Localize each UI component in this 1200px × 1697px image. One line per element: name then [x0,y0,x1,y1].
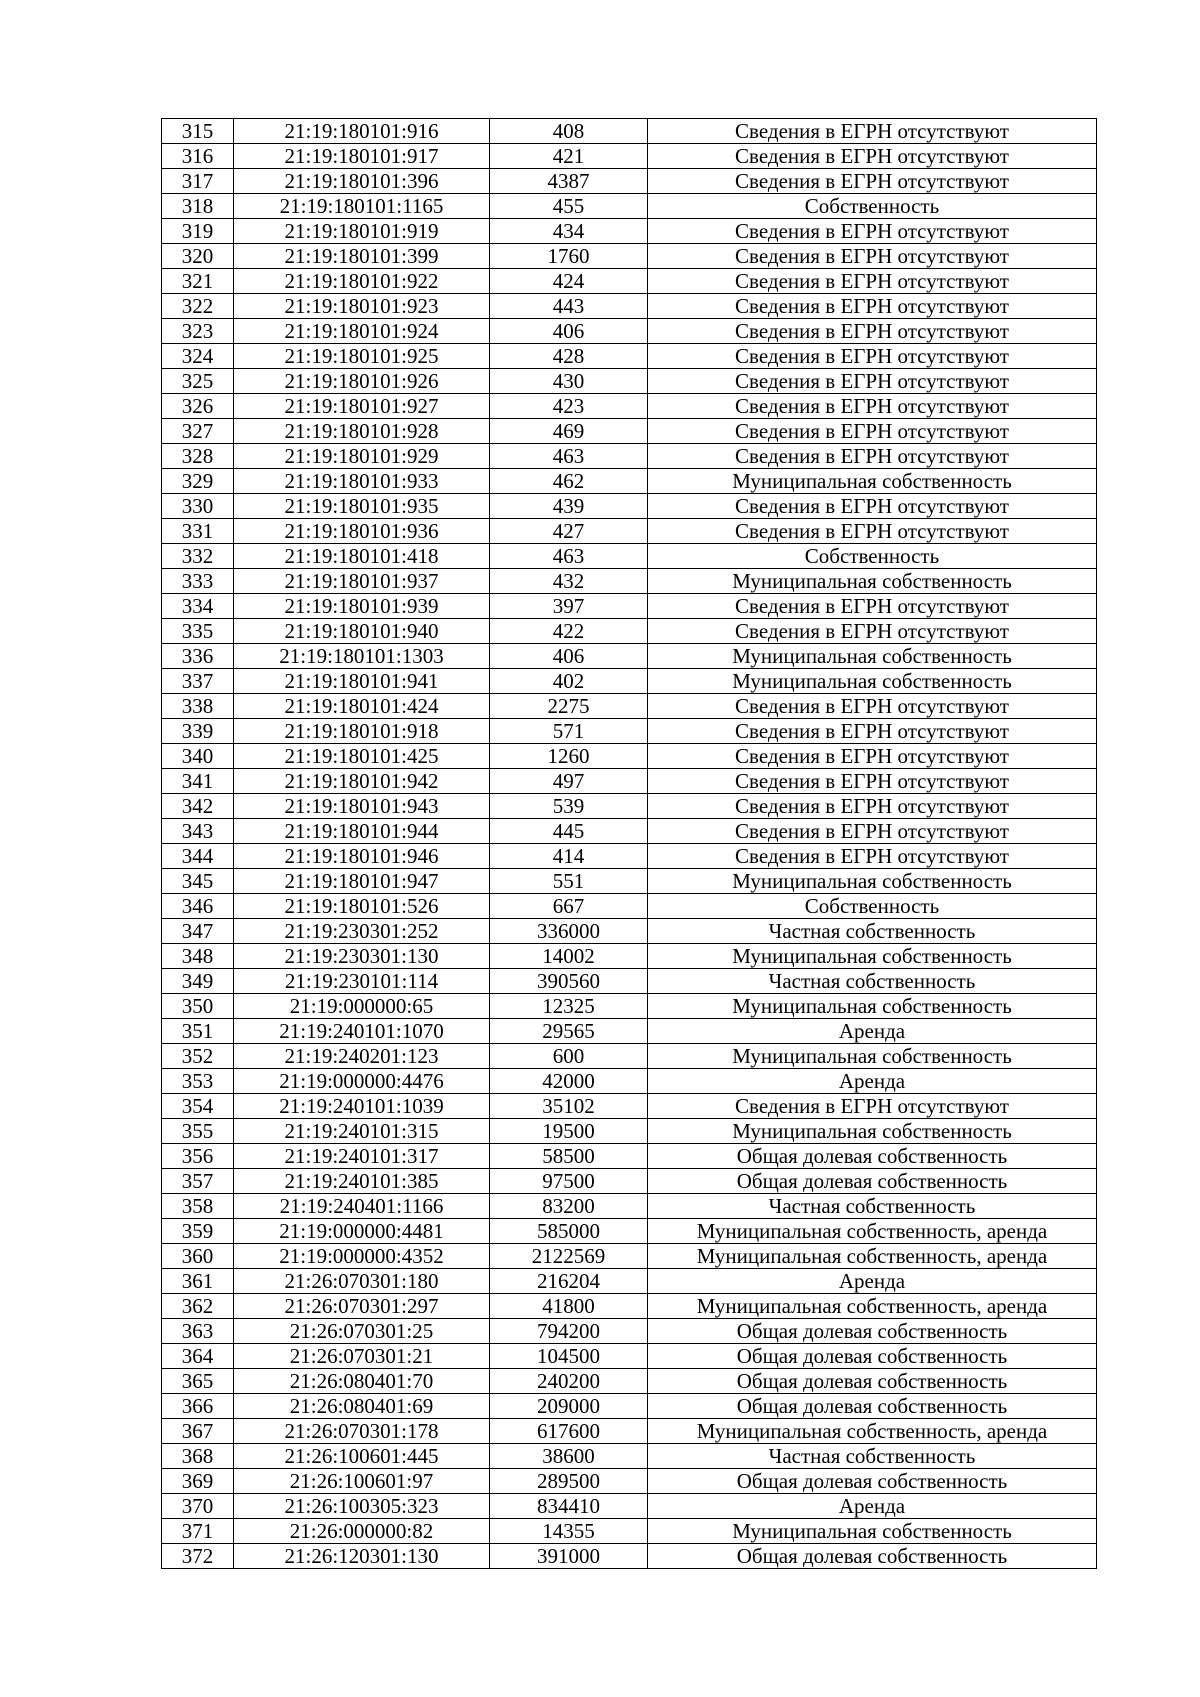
area-cell: 19500 [490,1119,648,1144]
table-row [162,1544,1097,1569]
row-number-cell: 354 [162,1094,234,1119]
table-row [162,844,1097,869]
right-type-cell: Частная собственность [648,1194,1097,1219]
cadastral-number-cell: 21:26:080401:70 [234,1369,490,1394]
table-row [162,369,1097,394]
table-row [162,1169,1097,1194]
area-cell: 430 [490,369,648,394]
right-type-cell: Муниципальная собственность [648,869,1097,894]
cadastral-number-cell: 21:19:240101:1070 [234,1019,490,1044]
area-cell: 617600 [490,1419,648,1444]
table-row [162,1119,1097,1144]
area-cell: 240200 [490,1369,648,1394]
row-number-cell: 316 [162,144,234,169]
row-number-cell: 329 [162,469,234,494]
area-cell: 38600 [490,1444,648,1469]
area-cell: 209000 [490,1394,648,1419]
table-row [162,594,1097,619]
table-row [162,919,1097,944]
table-row [162,169,1097,194]
area-cell: 497 [490,769,648,794]
area-cell: 428 [490,344,648,369]
area-cell: 41800 [490,1294,648,1319]
area-cell: 414 [490,844,648,869]
row-number-cell: 355 [162,1119,234,1144]
table-row [162,794,1097,819]
right-type-cell: Частная собственность [648,919,1097,944]
cadastral-number-cell: 21:19:000000:65 [234,994,490,1019]
table-row [162,1019,1097,1044]
table-row [162,819,1097,844]
cadastral-number-cell: 21:19:230301:130 [234,944,490,969]
row-number-cell: 325 [162,369,234,394]
right-type-cell: Сведения в ЕГРН отсутствуют [648,819,1097,844]
table-row [162,544,1097,569]
table-row [162,1144,1097,1169]
right-type-cell: Сведения в ЕГРН отсутствуют [648,744,1097,769]
row-number-cell: 343 [162,819,234,844]
right-type-cell: Общая долевая собственность [648,1319,1097,1344]
row-number-cell: 372 [162,1544,234,1569]
row-number-cell: 322 [162,294,234,319]
table-row [162,194,1097,219]
right-type-cell: Сведения в ЕГРН отсутствуют [648,394,1097,419]
cadastral-number-cell: 21:19:180101:935 [234,494,490,519]
right-type-cell: Сведения в ЕГРН отсутствуют [648,1094,1097,1119]
row-number-cell: 353 [162,1069,234,1094]
right-type-cell: Сведения в ЕГРН отсутствуют [648,794,1097,819]
table-row [162,469,1097,494]
right-type-cell: Муниципальная собственность [648,994,1097,1019]
row-number-cell: 319 [162,219,234,244]
area-cell: 585000 [490,1219,648,1244]
table-row [162,619,1097,644]
cadastral-number-cell: 21:19:240101:317 [234,1144,490,1169]
area-cell: 406 [490,319,648,344]
row-number-cell: 318 [162,194,234,219]
right-type-cell: Сведения в ЕГРН отсутствуют [648,244,1097,269]
cadastral-number-cell: 21:26:070301:180 [234,1269,490,1294]
table-row [162,1394,1097,1419]
table-row [162,1294,1097,1319]
table-row [162,294,1097,319]
right-type-cell: Сведения в ЕГРН отсутствуют [648,369,1097,394]
cadastral-number-cell: 21:19:180101:923 [234,294,490,319]
cadastral-number-cell: 21:26:100601:97 [234,1469,490,1494]
row-number-cell: 350 [162,994,234,1019]
area-cell: 455 [490,194,648,219]
area-cell: 571 [490,719,648,744]
cadastral-number-cell: 21:19:180101:425 [234,744,490,769]
cadastral-number-cell: 21:26:070301:297 [234,1294,490,1319]
right-type-cell: Муниципальная собственность [648,644,1097,669]
area-cell: 216204 [490,1269,648,1294]
cadastral-number-cell: 21:19:180101:946 [234,844,490,869]
table-row [162,869,1097,894]
row-number-cell: 349 [162,969,234,994]
cadastral-number-cell: 21:19:180101:916 [234,119,490,144]
right-type-cell: Сведения в ЕГРН отсутствуют [648,494,1097,519]
area-cell: 427 [490,519,648,544]
right-type-cell: Сведения в ЕГРН отсутствуют [648,294,1097,319]
area-cell: 424 [490,269,648,294]
cadastral-number-cell: 21:26:000000:82 [234,1519,490,1544]
row-number-cell: 348 [162,944,234,969]
cadastral-number-cell: 21:19:180101:928 [234,419,490,444]
area-cell: 423 [490,394,648,419]
right-type-cell: Муниципальная собственность [648,1119,1097,1144]
row-number-cell: 335 [162,619,234,644]
cadastral-number-cell: 21:19:000000:4476 [234,1069,490,1094]
right-type-cell: Муниципальная собственность [648,469,1097,494]
right-type-cell: Муниципальная собственность [648,1519,1097,1544]
cadastral-number-cell: 21:26:070301:25 [234,1319,490,1344]
table-row [162,344,1097,369]
right-type-cell: Частная собственность [648,1444,1097,1469]
table-row [162,1369,1097,1394]
cadastral-number-cell: 21:26:070301:21 [234,1344,490,1369]
row-number-cell: 371 [162,1519,234,1544]
row-number-cell: 361 [162,1269,234,1294]
table-row [162,1219,1097,1244]
right-type-cell: Собственность [648,544,1097,569]
area-cell: 463 [490,444,648,469]
row-number-cell: 362 [162,1294,234,1319]
right-type-cell: Сведения в ЕГРН отсутствуют [648,594,1097,619]
area-cell: 432 [490,569,648,594]
row-number-cell: 345 [162,869,234,894]
row-number-cell: 341 [162,769,234,794]
row-number-cell: 368 [162,1444,234,1469]
table-row [162,744,1097,769]
cadastral-number-cell: 21:19:000000:4481 [234,1219,490,1244]
area-cell: 104500 [490,1344,648,1369]
table-row [162,144,1097,169]
row-number-cell: 344 [162,844,234,869]
area-cell: 469 [490,419,648,444]
area-cell: 35102 [490,1094,648,1119]
area-cell: 462 [490,469,648,494]
cadastral-number-cell: 21:19:180101:926 [234,369,490,394]
cadastral-number-cell: 21:26:100601:445 [234,1444,490,1469]
row-number-cell: 320 [162,244,234,269]
row-number-cell: 333 [162,569,234,594]
area-cell: 667 [490,894,648,919]
right-type-cell: Аренда [648,1494,1097,1519]
cadastral-number-cell: 21:19:230301:252 [234,919,490,944]
cadastral-number-cell: 21:26:100305:323 [234,1494,490,1519]
right-type-cell: Собственность [648,894,1097,919]
area-cell: 445 [490,819,648,844]
right-type-cell: Общая долевая собственность [648,1169,1097,1194]
row-number-cell: 327 [162,419,234,444]
cadastral-number-cell: 21:26:070301:178 [234,1419,490,1444]
cadastral-number-cell: 21:19:240401:1166 [234,1194,490,1219]
area-cell: 1260 [490,744,648,769]
row-number-cell: 338 [162,694,234,719]
cadastral-number-cell: 21:19:180101:944 [234,819,490,844]
area-cell: 397 [490,594,648,619]
row-number-cell: 346 [162,894,234,919]
row-number-cell: 363 [162,1319,234,1344]
area-cell: 1760 [490,244,648,269]
area-cell: 834410 [490,1494,648,1519]
row-number-cell: 365 [162,1369,234,1394]
cadastral-number-cell: 21:19:180101:925 [234,344,490,369]
cadastral-number-cell: 21:19:180101:919 [234,219,490,244]
table-row [162,219,1097,244]
cadastral-number-cell: 21:19:180101:924 [234,319,490,344]
area-cell: 443 [490,294,648,319]
land-plot-table [161,118,1097,1569]
right-type-cell: Общая долевая собственность [648,1544,1097,1569]
row-number-cell: 326 [162,394,234,419]
right-type-cell: Сведения в ЕГРН отсутствуют [648,619,1097,644]
table-row [162,119,1097,144]
row-number-cell: 330 [162,494,234,519]
area-cell: 336000 [490,919,648,944]
row-number-cell: 328 [162,444,234,469]
cadastral-number-cell: 21:19:180101:399 [234,244,490,269]
area-cell: 794200 [490,1319,648,1344]
right-type-cell: Сведения в ЕГРН отсутствуют [648,444,1097,469]
area-cell: 463 [490,544,648,569]
row-number-cell: 367 [162,1419,234,1444]
cadastral-number-cell: 21:19:180101:940 [234,619,490,644]
right-type-cell: Сведения в ЕГРН отсутствуют [648,219,1097,244]
cadastral-number-cell: 21:19:180101:936 [234,519,490,544]
cadastral-number-cell: 21:19:240101:1039 [234,1094,490,1119]
table-row [162,1269,1097,1294]
area-cell: 83200 [490,1194,648,1219]
right-type-cell: Общая долевая собственность [648,1394,1097,1419]
cadastral-number-cell: 21:19:180101:937 [234,569,490,594]
row-number-cell: 359 [162,1219,234,1244]
area-cell: 97500 [490,1169,648,1194]
table-row [162,1419,1097,1444]
area-cell: 439 [490,494,648,519]
cadastral-number-cell: 21:19:180101:943 [234,794,490,819]
area-cell: 390560 [490,969,648,994]
table-row [162,969,1097,994]
right-type-cell: Общая долевая собственность [648,1469,1097,1494]
cadastral-number-cell: 21:19:180101:1165 [234,194,490,219]
table-row [162,644,1097,669]
cadastral-number-cell: 21:19:180101:424 [234,694,490,719]
row-number-cell: 315 [162,119,234,144]
row-number-cell: 366 [162,1394,234,1419]
row-number-cell: 332 [162,544,234,569]
area-cell: 421 [490,144,648,169]
row-number-cell: 364 [162,1344,234,1369]
right-type-cell: Сведения в ЕГРН отсутствуют [648,694,1097,719]
table-row [162,1194,1097,1219]
table-row [162,994,1097,1019]
row-number-cell: 357 [162,1169,234,1194]
cadastral-number-cell: 21:26:120301:130 [234,1544,490,1569]
cadastral-number-cell: 21:19:180101:941 [234,669,490,694]
cadastral-number-cell: 21:19:180101:418 [234,544,490,569]
table-row [162,494,1097,519]
row-number-cell: 317 [162,169,234,194]
area-cell: 434 [490,219,648,244]
cadastral-number-cell: 21:19:240101:385 [234,1169,490,1194]
right-type-cell: Муниципальная собственность [648,669,1097,694]
right-type-cell: Сведения в ЕГРН отсутствуют [648,419,1097,444]
row-number-cell: 321 [162,269,234,294]
right-type-cell: Собственность [648,194,1097,219]
area-cell: 14002 [490,944,648,969]
row-number-cell: 340 [162,744,234,769]
cadastral-number-cell: 21:19:240201:123 [234,1044,490,1069]
row-number-cell: 352 [162,1044,234,1069]
right-type-cell: Сведения в ЕГРН отсутствуют [648,169,1097,194]
row-number-cell: 323 [162,319,234,344]
cadastral-number-cell: 21:19:230101:114 [234,969,490,994]
right-type-cell: Муниципальная собственность, аренда [648,1244,1097,1269]
right-type-cell: Муниципальная собственность, аренда [648,1419,1097,1444]
area-cell: 391000 [490,1544,648,1569]
area-cell: 58500 [490,1144,648,1169]
right-type-cell: Муниципальная собственность [648,569,1097,594]
table-row [162,1244,1097,1269]
right-type-cell: Муниципальная собственность [648,1044,1097,1069]
right-type-cell: Сведения в ЕГРН отсутствуют [648,844,1097,869]
row-number-cell: 369 [162,1469,234,1494]
table-row [162,419,1097,444]
row-number-cell: 337 [162,669,234,694]
table-row [162,519,1097,544]
right-type-cell: Сведения в ЕГРН отсутствуют [648,144,1097,169]
table-row [162,944,1097,969]
row-number-cell: 358 [162,1194,234,1219]
cadastral-number-cell: 21:19:180101:1303 [234,644,490,669]
row-number-cell: 360 [162,1244,234,1269]
area-cell: 29565 [490,1019,648,1044]
cadastral-number-cell: 21:19:180101:917 [234,144,490,169]
right-type-cell: Сведения в ЕГРН отсутствуют [648,319,1097,344]
table-row [162,694,1097,719]
right-type-cell: Общая долевая собственность [648,1144,1097,1169]
area-cell: 2122569 [490,1244,648,1269]
table-row [162,1319,1097,1344]
row-number-cell: 370 [162,1494,234,1519]
area-cell: 406 [490,644,648,669]
right-type-cell: Аренда [648,1069,1097,1094]
right-type-cell: Муниципальная собственность, аренда [648,1294,1097,1319]
area-cell: 422 [490,619,648,644]
table-row [162,769,1097,794]
right-type-cell: Общая долевая собственность [648,1344,1097,1369]
table-row [162,1069,1097,1094]
cadastral-number-cell: 21:19:240101:315 [234,1119,490,1144]
table-row [162,1519,1097,1544]
area-cell: 14355 [490,1519,648,1544]
table-row [162,1494,1097,1519]
right-type-cell: Аренда [648,1269,1097,1294]
right-type-cell: Сведения в ЕГРН отсутствуют [648,119,1097,144]
row-number-cell: 342 [162,794,234,819]
row-number-cell: 334 [162,594,234,619]
cadastral-number-cell: 21:19:180101:922 [234,269,490,294]
table-row [162,894,1097,919]
area-cell: 2275 [490,694,648,719]
row-number-cell: 347 [162,919,234,944]
cadastral-number-cell: 21:19:180101:947 [234,869,490,894]
row-number-cell: 336 [162,644,234,669]
row-number-cell: 356 [162,1144,234,1169]
area-cell: 539 [490,794,648,819]
area-cell: 4387 [490,169,648,194]
table-row [162,394,1097,419]
table-row [162,669,1097,694]
cadastral-number-cell: 21:19:180101:918 [234,719,490,744]
area-cell: 12325 [490,994,648,1019]
right-type-cell: Сведения в ЕГРН отсутствуют [648,719,1097,744]
table-row [162,1094,1097,1119]
right-type-cell: Сведения в ЕГРН отсутствуют [648,519,1097,544]
right-type-cell: Общая долевая собственность [648,1369,1097,1394]
row-number-cell: 331 [162,519,234,544]
area-cell: 600 [490,1044,648,1069]
right-type-cell: Частная собственность [648,969,1097,994]
table-row [162,569,1097,594]
table-row [162,319,1097,344]
cadastral-number-cell: 21:19:180101:927 [234,394,490,419]
right-type-cell: Сведения в ЕГРН отсутствуют [648,269,1097,294]
table-row [162,1444,1097,1469]
right-type-cell: Сведения в ЕГРН отсутствуют [648,344,1097,369]
area-cell: 551 [490,869,648,894]
area-cell: 408 [490,119,648,144]
table-row [162,269,1097,294]
table-row [162,444,1097,469]
table-row [162,1344,1097,1369]
row-number-cell: 324 [162,344,234,369]
area-cell: 42000 [490,1069,648,1094]
table-row [162,719,1097,744]
right-type-cell: Муниципальная собственность, аренда [648,1219,1097,1244]
cadastral-number-cell: 21:19:180101:929 [234,444,490,469]
row-number-cell: 339 [162,719,234,744]
right-type-cell: Сведения в ЕГРН отсутствуют [648,769,1097,794]
cadastral-number-cell: 21:19:180101:526 [234,894,490,919]
right-type-cell: Муниципальная собственность [648,944,1097,969]
table-row [162,244,1097,269]
cadastral-number-cell: 21:19:180101:396 [234,169,490,194]
cadastral-number-cell: 21:19:000000:4352 [234,1244,490,1269]
right-type-cell: Аренда [648,1019,1097,1044]
area-cell: 402 [490,669,648,694]
row-number-cell: 351 [162,1019,234,1044]
table-body [162,119,1097,1569]
cadastral-number-cell: 21:19:180101:942 [234,769,490,794]
table-row [162,1469,1097,1494]
cadastral-number-cell: 21:19:180101:933 [234,469,490,494]
cadastral-number-cell: 21:19:180101:939 [234,594,490,619]
table-row [162,1044,1097,1069]
area-cell: 289500 [490,1469,648,1494]
cadastral-number-cell: 21:26:080401:69 [234,1394,490,1419]
